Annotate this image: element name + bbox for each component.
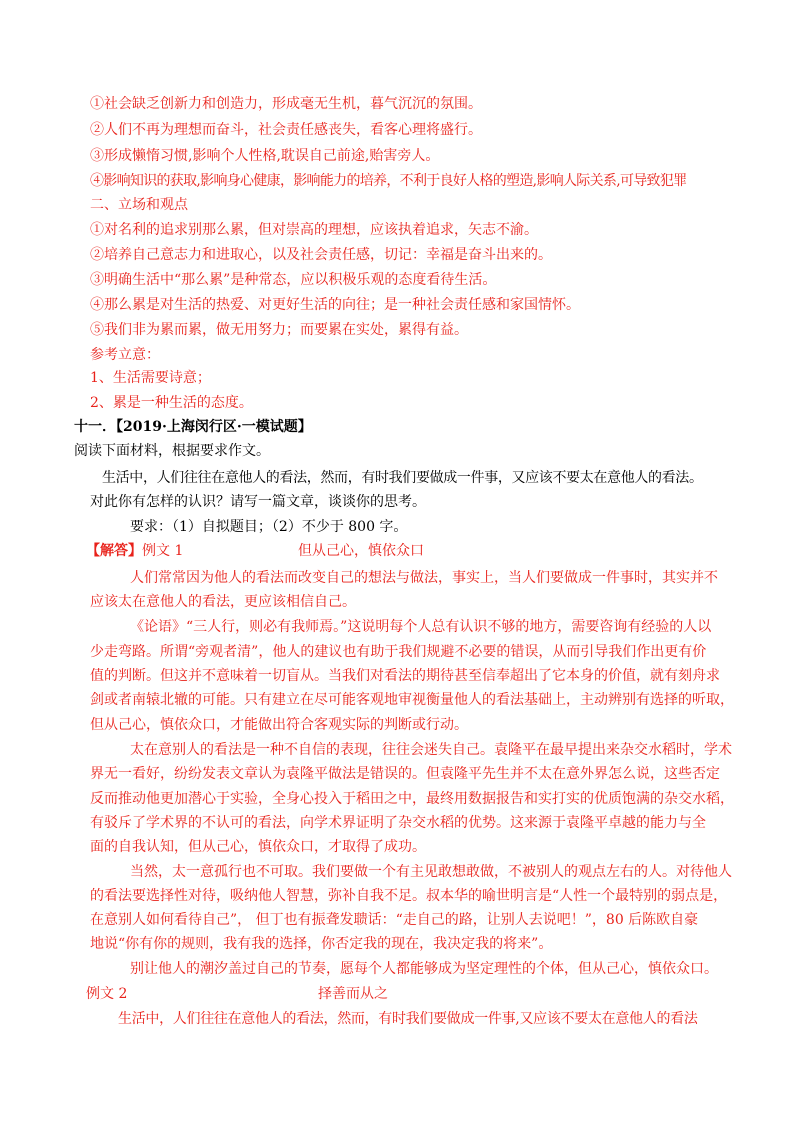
question-title: 十一．【2019·上海闵行区·一模试题】 <box>74 419 312 435</box>
ex1-line: 界无一看好，纷纷发表文章认为袁隆平做法是错误的。但袁隆平先生并不太在意外界怎么说，这些否定 <box>90 766 720 782</box>
answer-tag: 【解答】 <box>86 543 142 559</box>
ex1-line: 但从己心，慎依众口，才能做出符合客观实际的判断或行动。 <box>90 717 468 733</box>
answer-label <box>86 541 183 561</box>
harm-item-4: ④影响知识的获取,影响身心健康，影响能力的培养，不利于良好人格的塑造,影响人际关系,可导致犯罪 <box>90 173 687 189</box>
ex1-line: 当然，太一意孤行也不可取。我们要做一个有主见敢想敢做，不被别人的观点左右的人。对待他人 <box>130 864 732 880</box>
harm-item-1: ①社会缺乏创新力和创造力，形成毫无生机，暮气沉沉的氛围。 <box>90 96 482 112</box>
ex1-line: 别让他人的潮汐盖过自己的节奏，愿每个人都能够成为坚定理性的个体，但从己心，慎依众口。 <box>130 961 718 977</box>
question-instruction: 阅读下面材料，根据要求作文。 <box>74 443 270 459</box>
example-1-label: 例文 1 <box>142 543 184 559</box>
ref-item-2: 2、累是一种生活的态度。 <box>90 395 253 411</box>
stance-item-5: ⑤我们非为累而累，做无用努力；而要累在实处，累得有益。 <box>90 322 468 338</box>
example-1-title: 但从己心，慎依众口 <box>298 543 424 559</box>
ref-item-1: 1、生活需要诗意； <box>90 370 211 386</box>
ex1-line: 剑或者南辕北辙的可能。只有建立在尽可能客观地审视衡量他人的看法基础上，主动辨别有选择的听取， <box>90 692 734 708</box>
stance-item-4: ④那么累是对生活的热爱、对更好生活的向往；是一种社会责任感和家国情怀。 <box>90 297 580 313</box>
question-prompt-line-2: 对此你有怎样的认识？请写一篇文章，谈谈你的思考。 <box>90 494 426 510</box>
ex2-line: 生活中，人们往往在意他人的看法，然而，有时我们要做成一件事,又应该不要太在意他人的看法 <box>118 1011 698 1027</box>
ex1-line: 《论语》“三人行，则必有我师焉。”这说明每个人总有认识不够的地方，需要咨询有经验的人以 <box>130 619 712 635</box>
ex1-line: 太在意别人的看法是一种不自信的表现，往往会迷失自己。袁隆平在最早提出来杂交水稻时，学术 <box>130 742 732 758</box>
ex1-line: 应该太在意他人的看法，更应该相信自己。 <box>90 594 356 610</box>
question-prompt-line-1: 生活中，人们往往在意他人的看法，然而，有时我们要做成一件事，又应该不要太在意他人的看法。 <box>102 470 703 486</box>
ex1-line: 在意别人如何看待自己”， 但丁也有振聋发聩话：“走自己的路，让别人去说吧！”，80 后陈欧自豪 <box>90 912 699 928</box>
ex1-line: 的看法要选择性对待，吸纳他人智慧，弥补自我不足。叔本华的喻世明言是“人性一个最特别的弱点是， <box>90 888 728 904</box>
question-requirement: 要求：（1）自拟题目；（2）不少于 800 字。 <box>130 519 408 535</box>
example-2-label: 例文 2 <box>86 986 128 1002</box>
ex1-line: 面的自我认知，但从己心，慎依众口，才取得了成功。 <box>90 839 426 855</box>
ref-heading: 参考立意： <box>90 347 160 363</box>
ex1-line: 反而推动他更加潜心于实验，全身心投入于稻田之中，最终用数据报告和实打实的优质饱满的杂交水稻， <box>90 791 734 807</box>
example-2-title: 择善而从之 <box>318 986 388 1002</box>
harm-item-3: ③形成懒惰习惯,影响个人性格,耽误自己前途,贻害旁人。 <box>90 148 440 164</box>
ex1-line: 人们常常因为他人的看法而改变自己的想法与做法，事实上，当人们要做成一件事时，其实并不 <box>130 570 718 586</box>
section-heading-stance: 二、立场和观点 <box>90 197 188 213</box>
ex1-line: 少走弯路。所谓“旁观者清”，他人的建议也有助于我们规避不必要的错误，从而引导我们作出更有价 <box>90 644 707 660</box>
ex1-line: 地说“你有你的规则，我有我的选择，你否定我的现在，我决定我的将来”。 <box>90 936 553 952</box>
stance-item-1: ①对名利的追求别那么累，但对崇高的理想，应该执着追求，矢志不渝。 <box>90 222 538 238</box>
stance-item-2: ②培养自己意志力和进取心，以及社会责任感，切记：幸福是奋斗出来的。 <box>90 247 552 263</box>
ex1-line: 有驳斥了学术界的不认可的看法，向学术界证明了杂交水稻的优势。这来源于袁隆平卓越的能力与全 <box>90 815 706 831</box>
harm-item-2: ②人们不再为理想而奋斗，社会责任感丧失，看客心理将盛行。 <box>90 122 482 138</box>
ex1-line: 值的判断。但这并不意味着一切盲从。当我们对看法的期待甚至信奉超出了它本身的价值，就有刻舟求 <box>90 668 720 684</box>
stance-item-3: ③明确生活中“那么累”是种常态，应以积极乐观的态度看待生活。 <box>90 272 497 288</box>
